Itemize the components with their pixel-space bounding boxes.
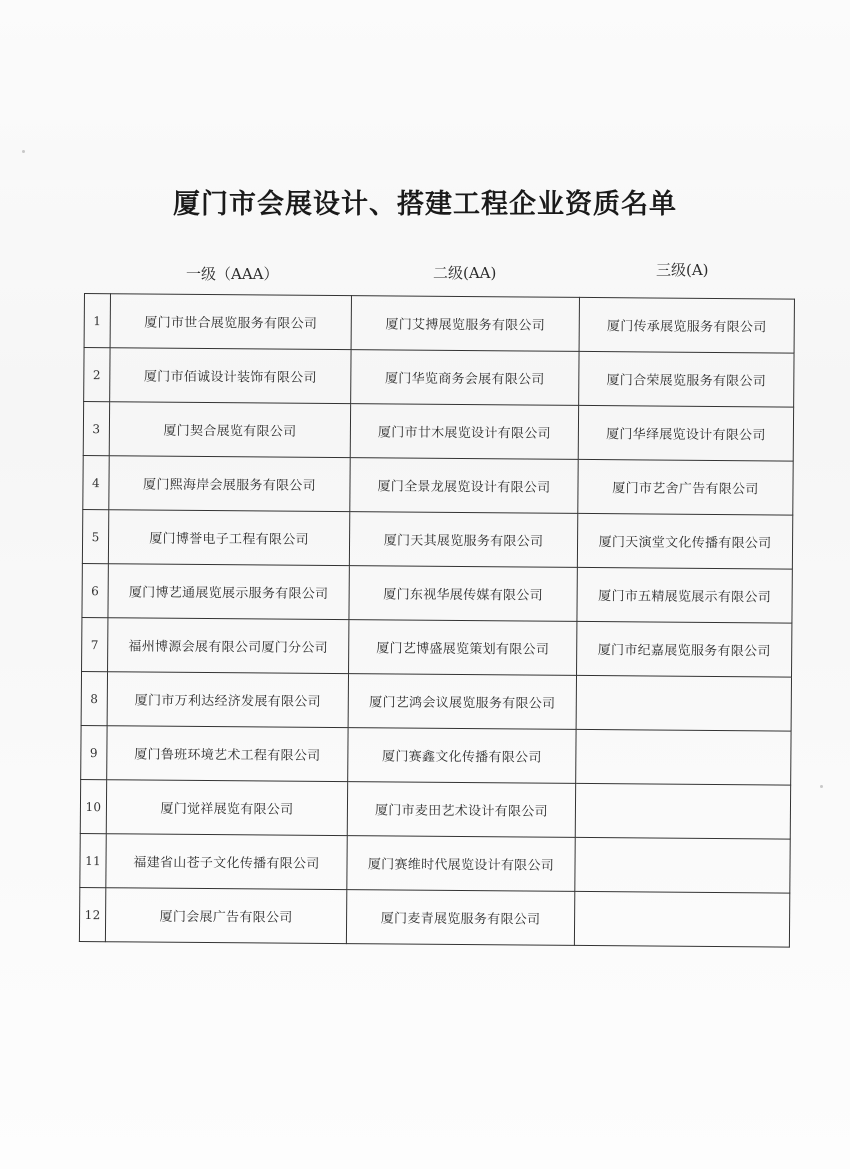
level3-company xyxy=(576,729,791,785)
row-number: 1 xyxy=(84,294,110,348)
level2-company: 厦门麦青展览服务有限公司 xyxy=(346,890,574,946)
row-number: 5 xyxy=(82,509,108,563)
level1-company: 厦门鲁班环境艺术工程有限公司 xyxy=(107,726,348,782)
level3-company: 厦门合荣展览服务有限公司 xyxy=(579,351,794,407)
level2-company: 厦门华览商务会展有限公司 xyxy=(351,350,579,406)
row-number: 11 xyxy=(80,833,106,887)
level3-company: 厦门华绎展览设计有限公司 xyxy=(578,405,793,461)
row-number: 12 xyxy=(79,887,105,941)
level1-company: 福建省山苍子文化传播有限公司 xyxy=(106,834,347,890)
table-row xyxy=(81,671,791,731)
level1-company: 厦门觉祥展览有限公司 xyxy=(106,780,347,836)
table-row xyxy=(79,887,789,947)
table-row xyxy=(83,455,793,515)
level2-company: 厦门市麦田艺术设计有限公司 xyxy=(347,782,575,838)
level1-company: 厦门博艺通展览展示服务有限公司 xyxy=(108,564,349,620)
row-number: 2 xyxy=(84,348,110,402)
row-number: 9 xyxy=(81,725,107,779)
table-row xyxy=(82,617,792,677)
row-number: 10 xyxy=(80,779,106,833)
level2-company: 厦门艾搏展览服务有限公司 xyxy=(351,296,579,352)
level1-company: 厦门市万利达经济发展有限公司 xyxy=(107,672,348,728)
column-header-level3: 三级(A) xyxy=(656,261,709,279)
qualification-table xyxy=(79,293,795,948)
level2-company: 厦门天其展览服务有限公司 xyxy=(349,512,577,568)
table-row xyxy=(84,348,794,408)
level1-company: 厦门市世合展览服务有限公司 xyxy=(110,294,351,350)
row-number: 4 xyxy=(83,455,109,509)
row-number: 6 xyxy=(82,563,108,617)
column-header-level1: 一级（AAA） xyxy=(186,265,279,283)
table-row xyxy=(80,779,790,839)
level3-company: 厦门市五精展览展示有限公司 xyxy=(577,567,792,623)
table-row xyxy=(80,833,790,893)
level2-company: 厦门艺鸿会议展览服务有限公司 xyxy=(348,674,576,730)
scan-speck xyxy=(820,785,823,788)
column-header-level2: 二级(AA) xyxy=(433,264,497,282)
level1-company: 厦门会展广告有限公司 xyxy=(105,888,346,944)
level3-company xyxy=(575,837,790,893)
scan-speck xyxy=(22,150,25,153)
level3-company xyxy=(575,783,790,839)
level3-company xyxy=(576,675,791,731)
level1-company: 厦门熙海岸会展服务有限公司 xyxy=(109,456,350,512)
level3-company: 厦门传承展览服务有限公司 xyxy=(579,297,794,353)
row-number: 7 xyxy=(82,617,108,671)
row-number: 8 xyxy=(81,671,107,725)
level1-company: 福州博源会展有限公司厦门分公司 xyxy=(108,618,349,674)
page-title: 厦门市会展设计、搭建工程企业资质名单 xyxy=(173,189,677,220)
table-row xyxy=(82,563,792,623)
level2-company: 厦门赛鑫文化传播有限公司 xyxy=(348,728,576,784)
level2-company: 厦门市廿木展览设计有限公司 xyxy=(350,404,578,460)
level1-company: 厦门契合展览有限公司 xyxy=(109,402,350,458)
table-row xyxy=(82,509,792,569)
level1-company: 厦门市佰诚设计装饰有限公司 xyxy=(110,348,351,404)
level1-company: 厦门博誉电子工程有限公司 xyxy=(108,510,349,566)
level2-company: 厦门艺博盛展览策划有限公司 xyxy=(349,620,577,676)
table-row xyxy=(84,294,794,354)
level3-company: 厦门市艺舍广告有限公司 xyxy=(578,459,793,515)
level2-company: 厦门全景龙展览设计有限公司 xyxy=(350,458,578,514)
level3-company: 厦门天演堂文化传播有限公司 xyxy=(577,513,792,569)
level2-company: 厦门赛维时代展览设计有限公司 xyxy=(347,836,575,892)
table-row xyxy=(81,725,791,785)
row-number: 3 xyxy=(83,402,109,456)
level3-company: 厦门市纪嘉展览服务有限公司 xyxy=(577,621,792,677)
level2-company: 厦门东视华展传媒有限公司 xyxy=(349,566,577,622)
level3-company xyxy=(574,891,789,947)
table-row xyxy=(83,402,793,462)
